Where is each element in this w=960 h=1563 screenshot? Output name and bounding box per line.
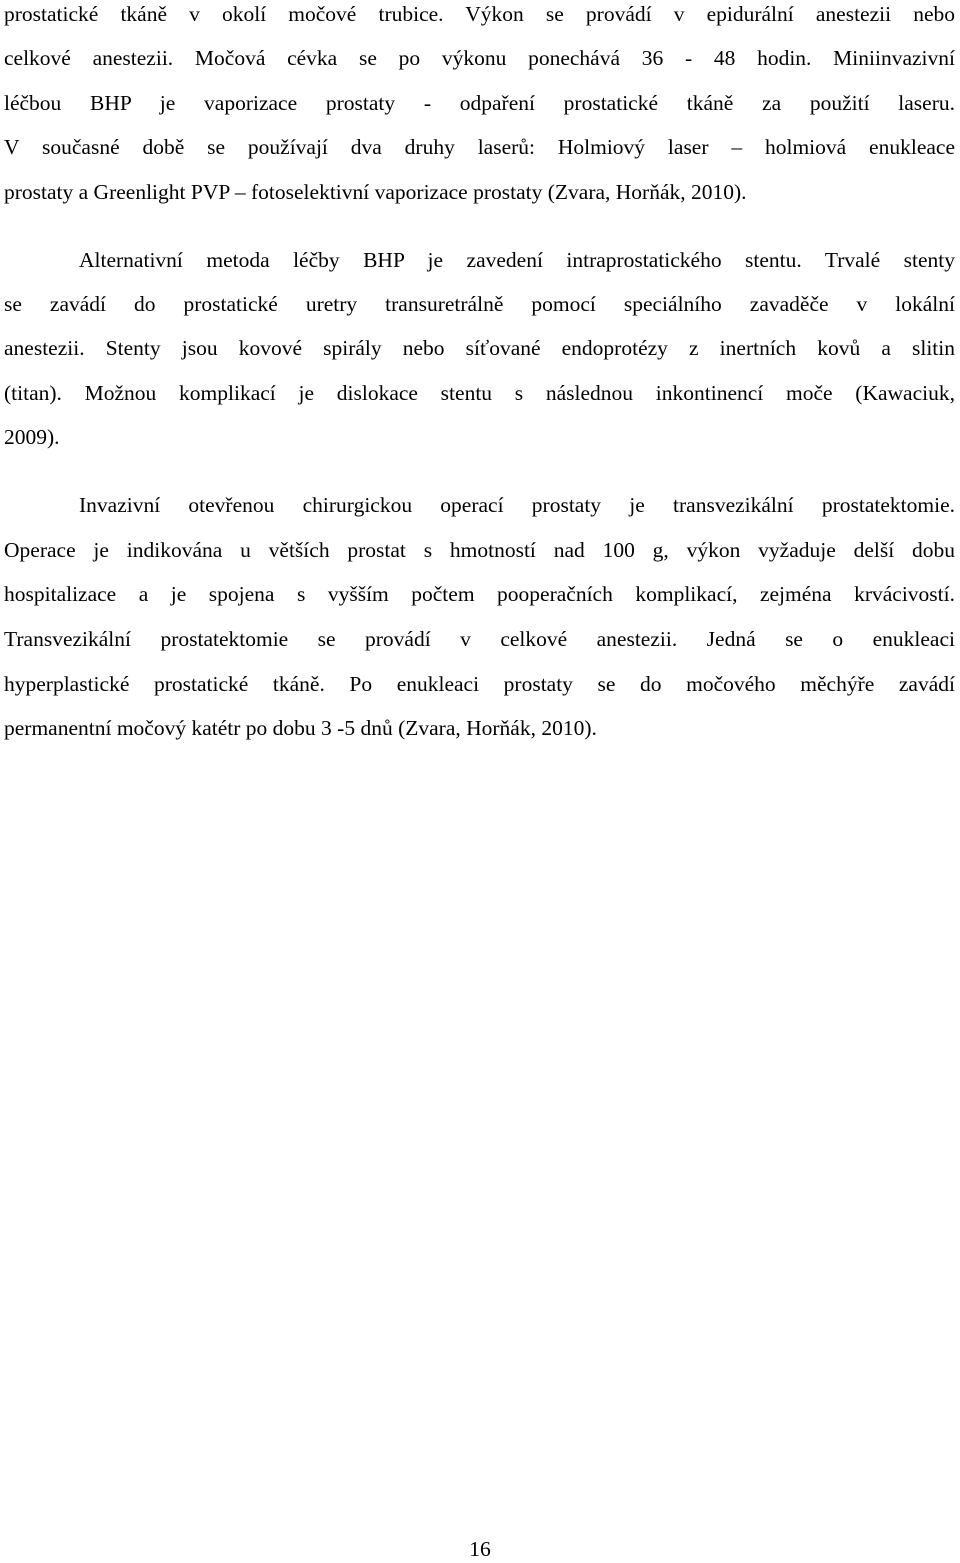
text-line: celkové anestezii. Močová cévka se po výkonu ponechává 36 - 48 hodin. Miniinvazivní bbox=[4, 46, 955, 70]
text-line: prostatické tkáně v okolí močové trubice. Výkon se provádí v epidurální anestezii nebo bbox=[4, 2, 955, 26]
text-line: Transvezikální prostatektomie se provádí v celkové anestezii. Jedná se o enukleaci bbox=[4, 627, 955, 651]
page-number: 16 bbox=[469, 1537, 491, 1561]
text-line: hospitalizace a je spojena s vyšším počtem pooperačních komplikací, zejména krvácivostí. bbox=[4, 582, 955, 606]
text-line: prostaty a Greenlight PVP – fotoselektivní vaporizace prostaty (Zvara, Horňák, 2010). bbox=[4, 180, 747, 204]
text-line: (titan). Možnou komplikací je dislokace stentu s následnou inkontinencí moče (Kawaciuk, bbox=[4, 381, 955, 405]
text-line: hyperplastické prostatické tkáně. Po enukleaci prostaty se do močového měchýře zavádí bbox=[4, 672, 955, 696]
text-line: se zavádí do prostatické uretry transuretrálně pomocí speciálního zavaděče v lokální bbox=[4, 292, 955, 316]
text-line: Alternativní metoda léčby BHP je zavedení intraprostatického stentu. Trvalé stenty bbox=[79, 248, 955, 272]
text-line: 2009). bbox=[4, 425, 60, 449]
text-line: anestezii. Stenty jsou kovové spirály nebo síťované endoprotézy z inertních kovů a slitin bbox=[4, 336, 955, 360]
text-line: V současné době se používají dva druhy laserů: Holmiový laser – holmiová enukleace bbox=[4, 135, 955, 159]
text-line: léčbou BHP je vaporizace prostaty - odpaření prostatické tkáně za použití laseru. bbox=[4, 91, 955, 115]
text-line: Invazivní otevřenou chirurgickou operací prostaty je transvezikální prostatektomie. bbox=[79, 493, 955, 517]
text-line: permanentní močový katétr po dobu 3 -5 dnů (Zvara, Horňák, 2010). bbox=[4, 716, 597, 740]
text-line: Operace je indikována u větších prostat s hmotností nad 100 g, výkon vyžaduje delší dobu bbox=[4, 538, 955, 562]
